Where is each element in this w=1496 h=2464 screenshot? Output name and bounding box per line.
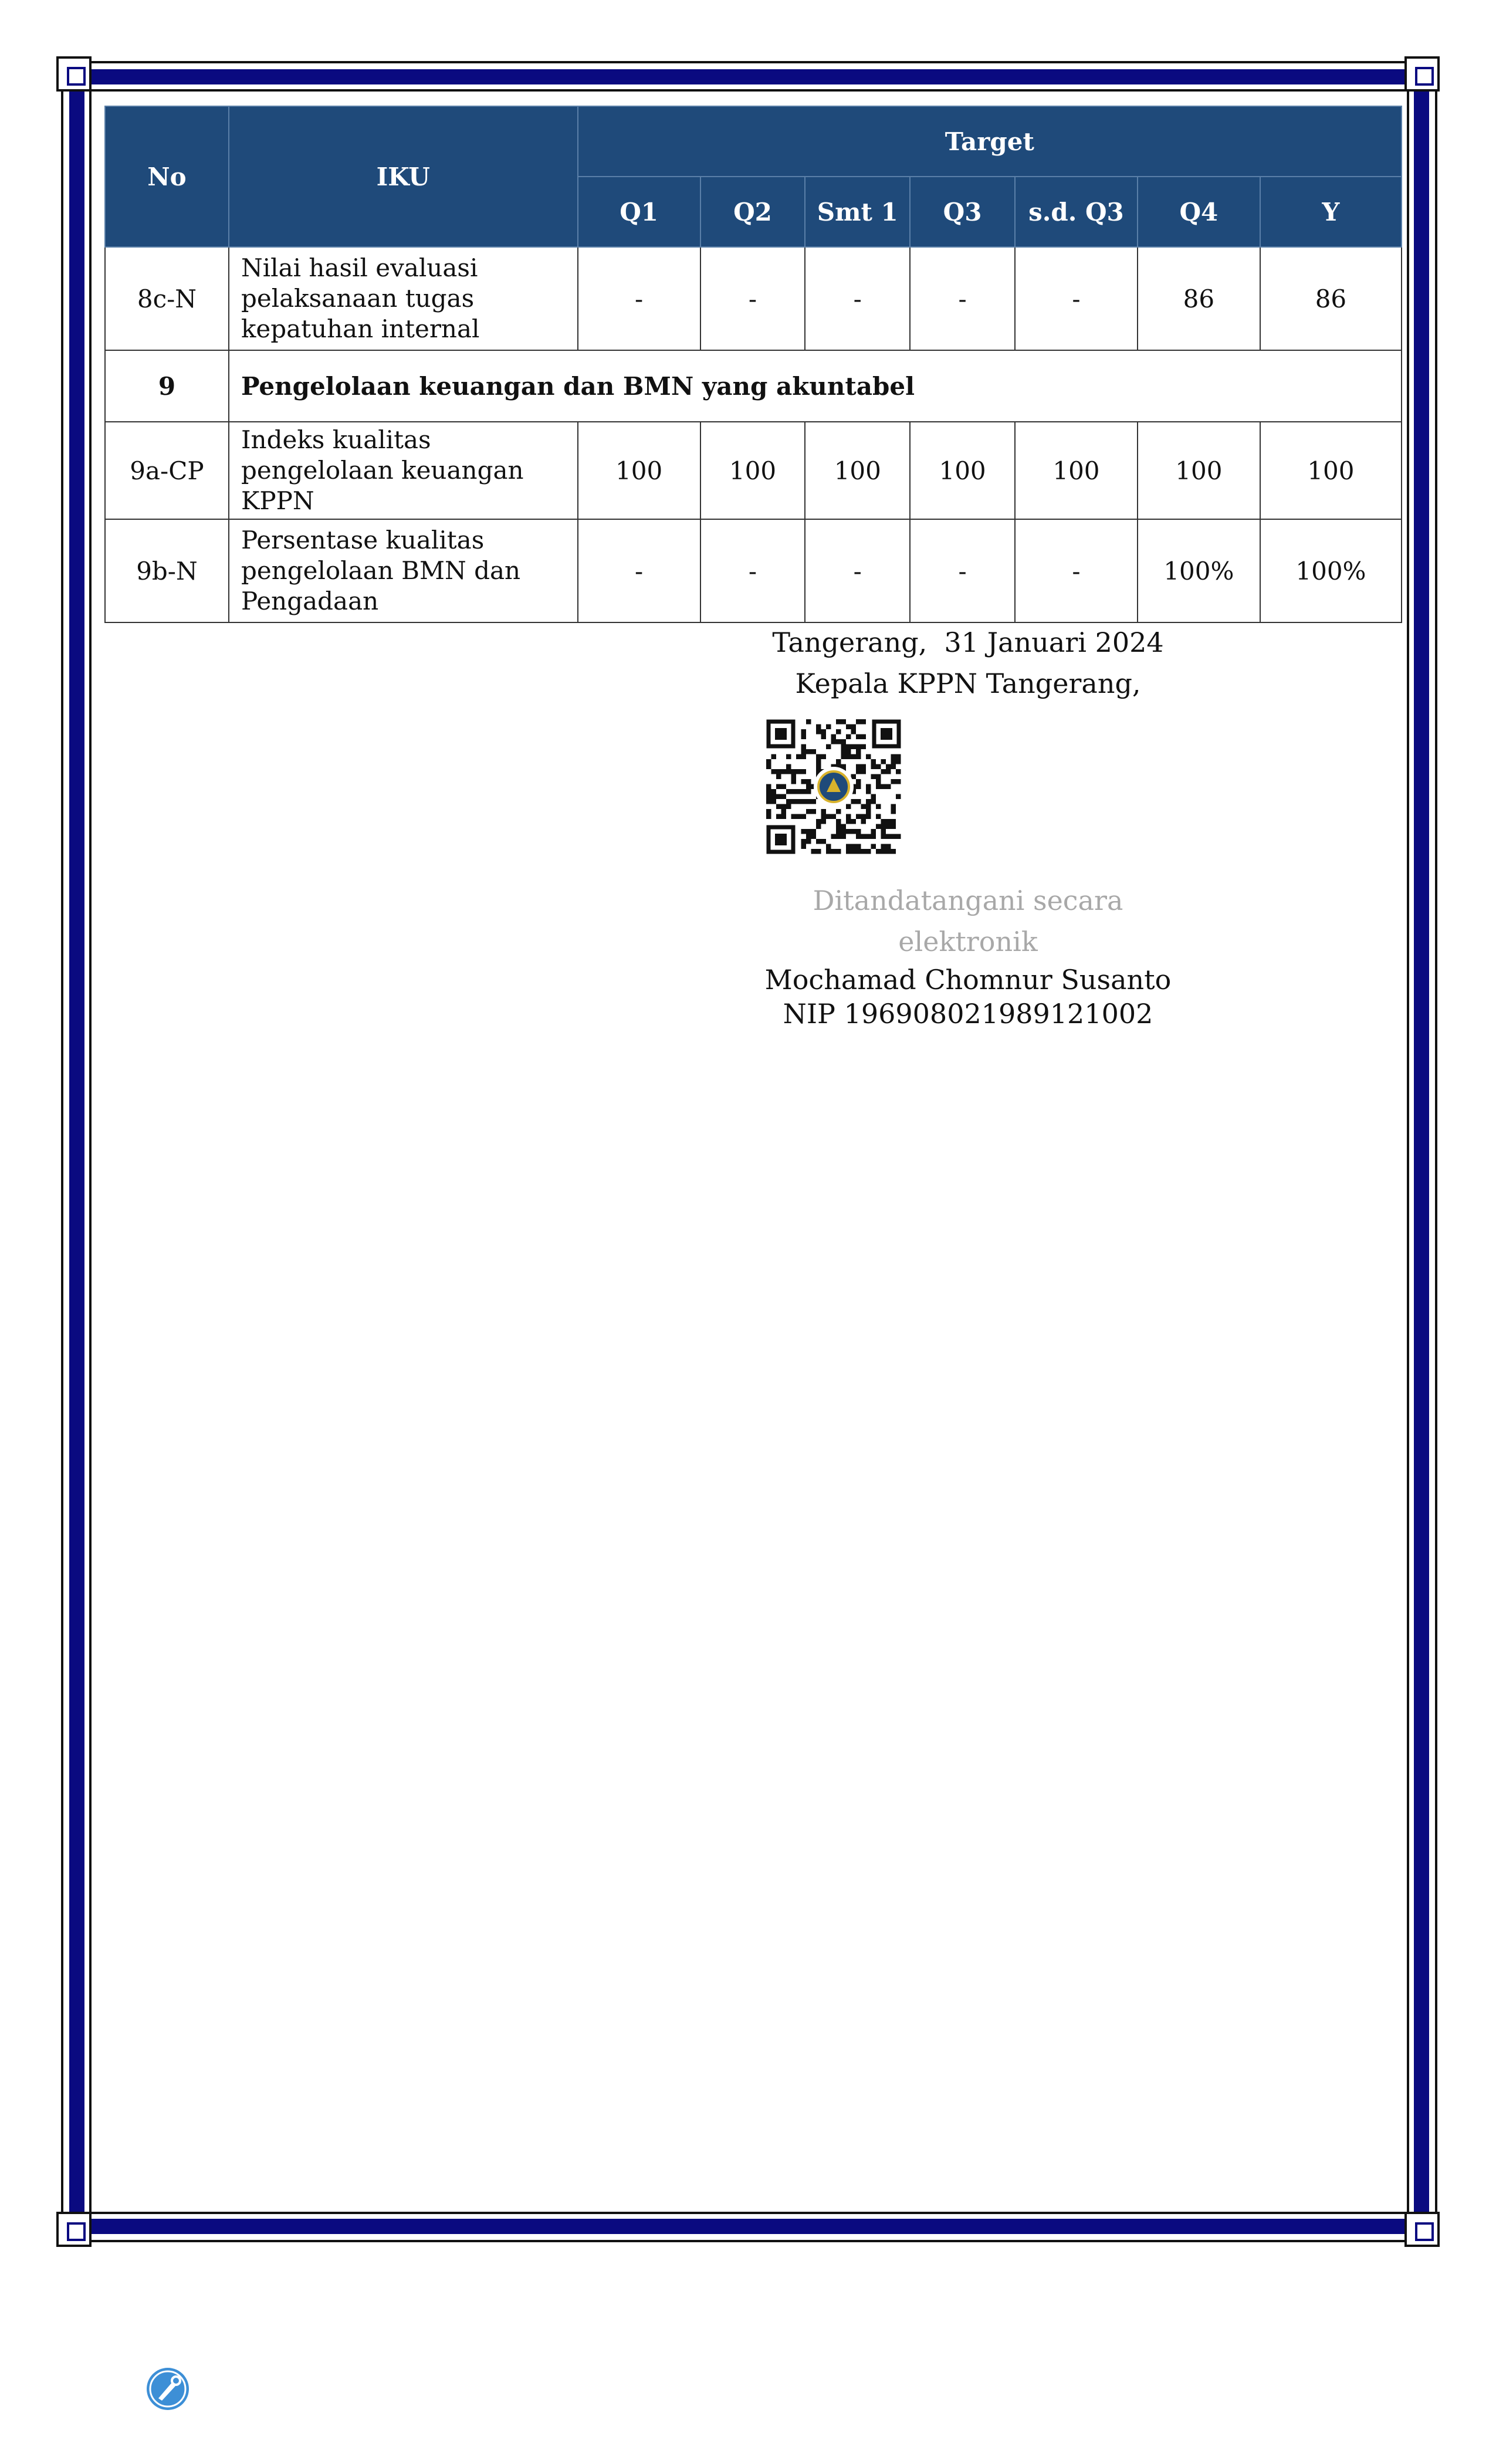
section-title: Pengelolaan keuangan dan BMN yang akuntabel [229, 350, 1402, 422]
qr-code-graphic [766, 719, 901, 854]
row-value-q3: - [910, 519, 1015, 622]
signature-tool-icon [145, 2367, 190, 2411]
row-value-q2: 100 [700, 422, 805, 519]
row-value-sd-q3: 100 [1015, 422, 1138, 519]
iku-target-table [104, 106, 1402, 623]
table-row [105, 247, 1402, 350]
row-no: 9b-N [105, 519, 229, 622]
table-row [105, 519, 1402, 622]
row-value-q1: 100 [578, 422, 700, 519]
row-value-smt1: 100 [805, 422, 910, 519]
frame-corner-top-left [56, 56, 92, 92]
header-no: No [105, 106, 229, 247]
header-period-q2: Q2 [700, 177, 805, 247]
header-period-q4: Q4 [1138, 177, 1260, 247]
row-value-q4: 86 [1138, 247, 1260, 350]
frame-corner-bottom-left [56, 2212, 92, 2247]
header-iku: IKU [229, 106, 578, 247]
row-iku: Nilai hasil evaluasi pelaksanaan tugas kepatuhan internal [229, 247, 578, 350]
row-value-smt1: - [805, 519, 910, 622]
table-row [105, 422, 1402, 519]
row-value-q4: 100% [1138, 519, 1260, 622]
header-period-y: Y [1260, 177, 1402, 247]
row-no: 8c-N [105, 247, 229, 350]
row-value-sd-q3: - [1015, 519, 1138, 622]
row-value-q3: 100 [910, 422, 1015, 519]
row-value-q2: - [700, 519, 805, 622]
row-value-sd-q3: - [1015, 247, 1138, 350]
row-value-y: 100 [1260, 422, 1402, 519]
header-period-q3: Q3 [910, 177, 1015, 247]
section-no: 9 [105, 350, 229, 422]
row-no: 9a-CP [105, 422, 229, 519]
row-value-q1: - [578, 247, 700, 350]
row-value-y: 86 [1260, 247, 1402, 350]
signer-name: Mochamad Chomnur Susanto [764, 964, 1172, 996]
row-value-smt1: - [805, 247, 910, 350]
frame-corner-top-right [1404, 56, 1440, 92]
row-iku: Indeks kualitas pengelolaan keuangan KPPN [229, 422, 578, 519]
row-value-q1: - [578, 519, 700, 622]
row-value-q3: - [910, 247, 1015, 350]
row-iku: Persentase kualitas pengelolaan BMN dan Pengadaan [229, 519, 578, 622]
header-period-smt1: Smt 1 [805, 177, 910, 247]
electronic-signature-note: Ditandatangani secara elektronik [813, 885, 1123, 957]
header-target: Target [578, 106, 1402, 177]
row-value-y: 100% [1260, 519, 1402, 622]
place-date: Tangerang, 31 Januari 2024 [772, 627, 1164, 658]
qr-code-icon [766, 719, 901, 854]
row-value-q4: 100 [1138, 422, 1260, 519]
signer-position: Kepala KPPN Tangerang, [795, 668, 1141, 699]
header-period-q1: Q1 [578, 177, 700, 247]
signer-nip: NIP 196908021989121002 [783, 998, 1153, 1030]
table-section-row [105, 350, 1402, 422]
row-value-q2: - [700, 247, 805, 350]
frame-corner-bottom-right [1404, 2212, 1440, 2247]
header-period-sd-q3: s.d. Q3 [1015, 177, 1138, 247]
